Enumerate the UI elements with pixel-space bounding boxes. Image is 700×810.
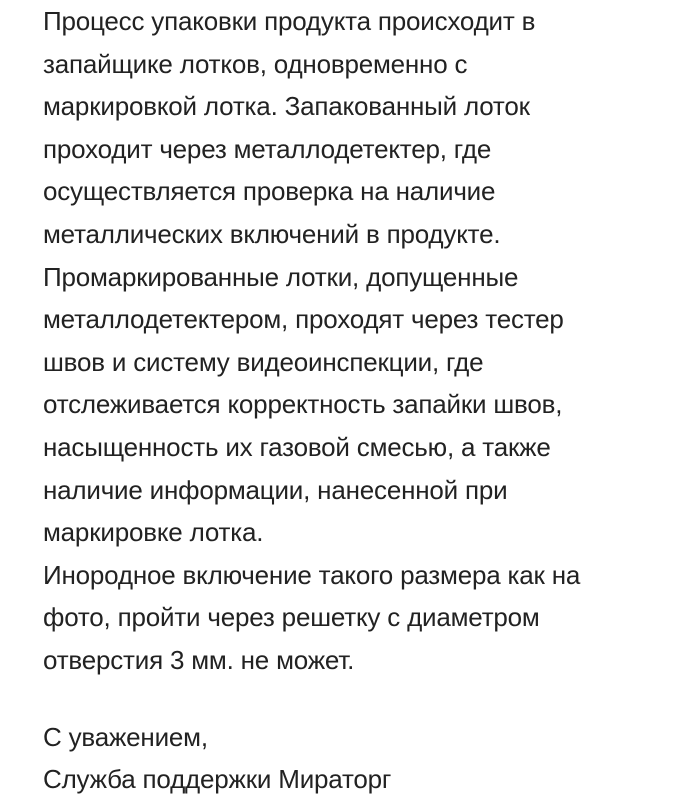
text-line: Инородное включение такого размера как на <box>43 559 581 590</box>
text-line: запайщике лотков, одновременно с <box>43 48 468 79</box>
text-line: маркировке лотка. <box>43 517 264 548</box>
message-body <box>43 0 683 801</box>
text-line: маркировкой лотка. Запакованный лоток <box>43 91 530 122</box>
text-line: отверстия 3 мм. не может. <box>43 644 355 675</box>
text-line: наличие информации, нанесенной при <box>43 474 508 505</box>
text-line: отслеживается корректность запайки швов, <box>43 389 563 420</box>
text-line: осуществляется проверка на наличие <box>43 176 496 207</box>
text-line: Процесс упаковки продукта происходит в <box>43 6 536 36</box>
signature <box>43 716 683 801</box>
text-line: насыщенность их газовой смесью, а также <box>43 431 551 462</box>
text-line: металлических включений в продукте. <box>43 218 501 249</box>
text-line: швов и систему видеоинспекции, где <box>43 346 484 377</box>
text-line: проходит через металлодетектер, где <box>43 133 492 164</box>
text-line: фото, пройти через решетку с диаметром <box>43 602 540 633</box>
paragraph-packaging <box>43 0 683 554</box>
paragraph-foreign-object <box>43 554 683 682</box>
signature-sender: Служба поддержки Мираторг <box>43 764 392 795</box>
text-line: Промаркированные лотки, допущенные <box>43 261 519 292</box>
text-line: металлодетектером, проходят через тестер <box>43 304 564 335</box>
signature-greeting: С уважением, <box>43 721 208 752</box>
